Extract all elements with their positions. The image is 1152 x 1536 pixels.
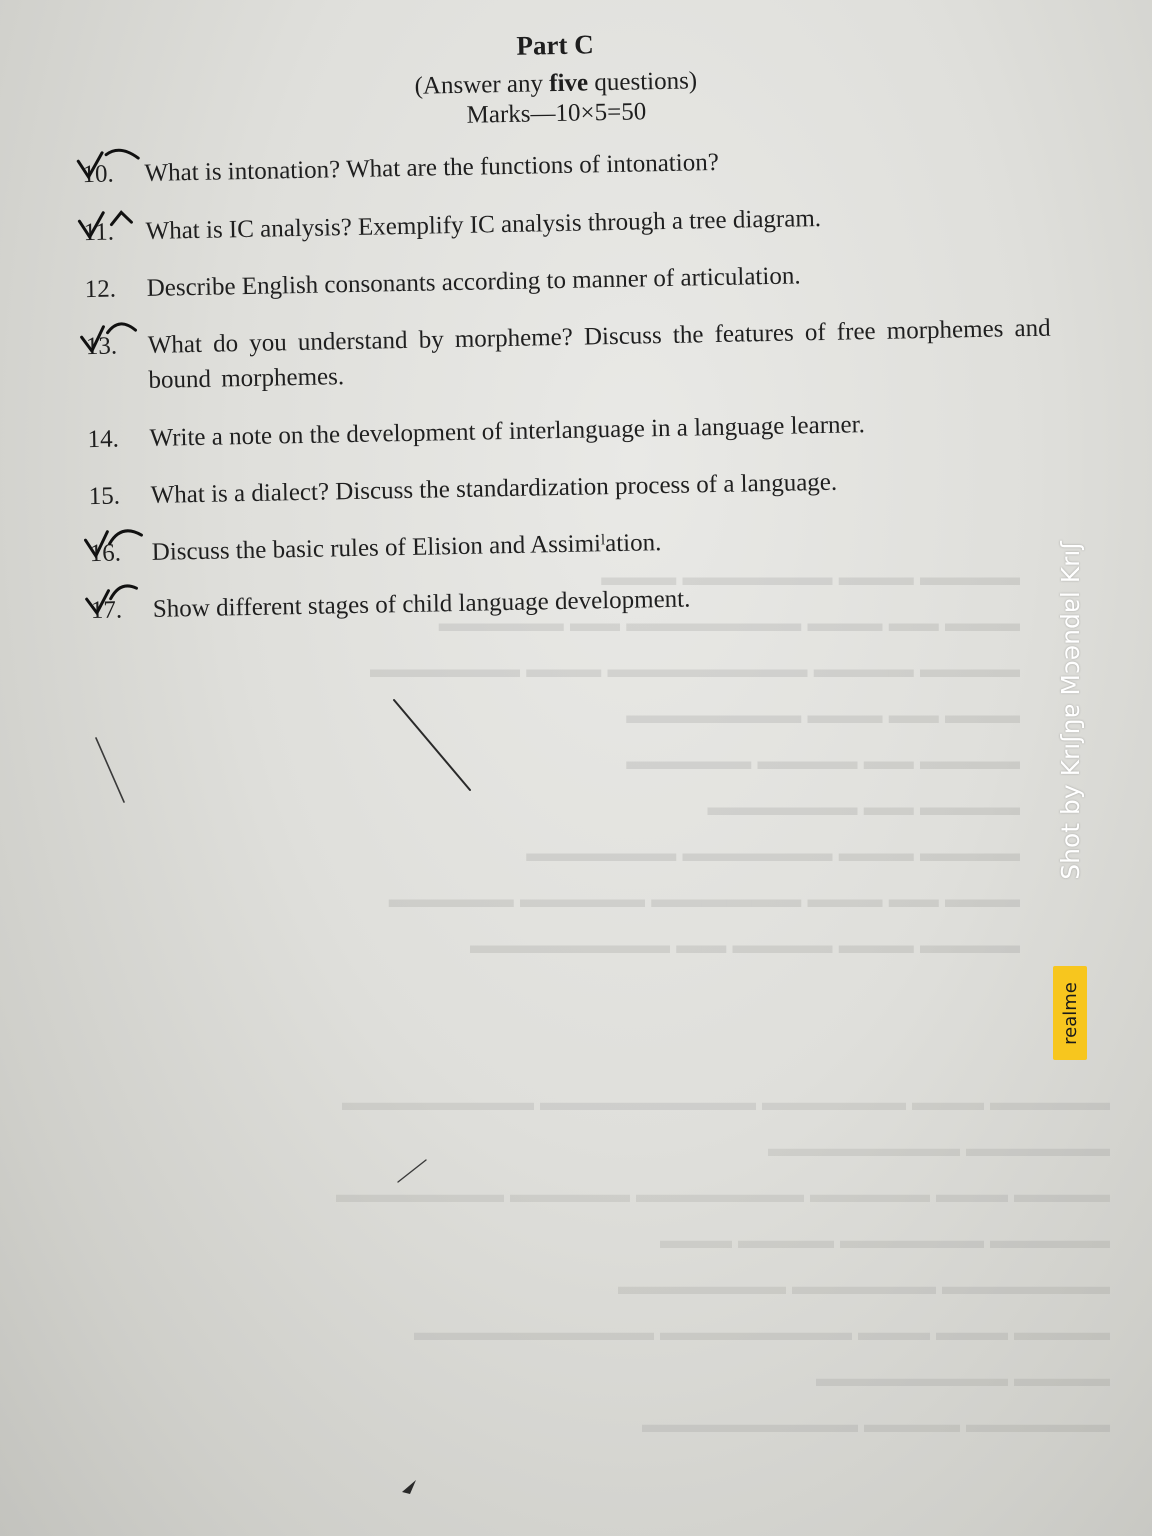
question-text: Discuss the basic rules of Elision and Assimiˡation. [151,529,662,566]
question-number: 11. [83,218,115,247]
question-text: What is IC analysis? Exemplify IC analysis through a tree diagram. [145,204,822,245]
watermark-text-box [1053,490,1087,930]
question-17 [91,575,1056,629]
part-title: Part C [516,29,594,61]
question-number: 10. [82,160,115,189]
question-text: What is a dialect? Discuss the standardization process of a language. [150,468,838,509]
question-number: 16. [89,539,122,568]
question-number: 12. [84,275,117,304]
bleed-through-text: ▬▬▬▬ ▬▬▬ ▬▬▬▬▬▬ ▬▬▬ ▬▬▬ ▬▬ ▬▬▬ ▬▬▬▬▬▬▬ ▬▬ ▬▬▬▬▬ ▬▬▬▬ ▬▬▬▬ ▬▬▬▬▬▬▬▬ ▬▬▬ ▬▬▬▬▬▬ ▬▬▬ ▬▬ ▬▬▬ ▬▬▬▬▬▬▬ ▬▬▬▬ ▬▬ ▬▬▬▬ ▬▬▬▬▬ ▬▬▬▬ ▬▬ ▬▬▬▬▬▬ ▬▬▬▬ ▬▬▬ ▬▬▬▬▬▬ ▬▬▬▬▬▬ ▬▬▬ ▬▬ ▬▬▬ ▬▬▬▬▬▬ ▬▬▬▬▬ ▬▬▬▬▬ ▬▬▬▬ ▬▬▬ ▬▬▬▬ ▬▬ ▬▬▬▬▬▬▬▬ [370,564,1020,959]
question-12 [84,254,1049,308]
marks-line: Marks—10×5=50 [466,98,647,129]
question-text: What do you understand by morpheme? Discuss the features of free morphemes and bound morphemes. [147,314,1051,394]
bleed-through-text-lower: ▬▬▬▬▬ ▬▬▬ ▬▬▬▬▬▬ ▬▬▬▬▬▬▬▬▬ ▬▬▬▬▬▬▬▬ ▬▬▬▬▬▬ ▬▬▬▬▬▬▬▬ ▬▬▬▬ ▬▬▬ ▬▬▬▬▬ ▬▬▬▬▬▬▬ ▬▬▬▬▬ ▬▬▬▬▬▬▬ ▬▬▬▬▬ ▬▬▬▬▬▬ ▬▬▬▬ ▬▬▬ ▬▬▬▬▬▬▬ ▬▬▬▬▬▬ ▬▬▬▬▬▬▬ ▬▬▬▬ ▬▬▬ ▬▬▬ ▬▬▬▬▬▬▬▬ ▬▬▬▬▬▬▬▬▬▬ ▬▬▬▬ ▬▬▬▬▬▬▬▬ ▬▬▬▬▬▬ ▬▬▬▬ ▬▬▬▬▬▬▬▬▬ [336,1090,1110,1438]
question-11 [83,197,1048,251]
instruction-bold: five [548,69,589,98]
question-text: Show different stages of child language development. [152,585,691,623]
instruction-prefix: (Answer any [414,70,550,100]
question-text: Describe English consonants according to manner of articulation. [146,262,801,302]
watermark-brand-badge [1053,966,1087,1060]
instruction-suffix: questions) [587,67,698,97]
question-number: 17. [90,596,123,625]
camera-watermark [1053,490,1097,1060]
question-16 [89,518,1054,572]
watermark-brand-text: realme [1059,981,1081,1045]
watermark-text: Shot by Krıʃŋɐ Mɔəndɐl Krıʃ [1055,540,1085,880]
question-15 [88,461,1053,515]
question-number: 15. [88,482,121,511]
question-number: 14. [87,425,120,454]
question-text: What is intonation? What are the functions of intonation? [144,148,720,187]
question-13 [85,311,1051,400]
question-10 [82,139,1047,193]
question-number: 13. [85,332,118,361]
question-14 [87,404,1052,458]
question-text: Write a note on the development of interlanguage in a language learner. [149,411,866,452]
